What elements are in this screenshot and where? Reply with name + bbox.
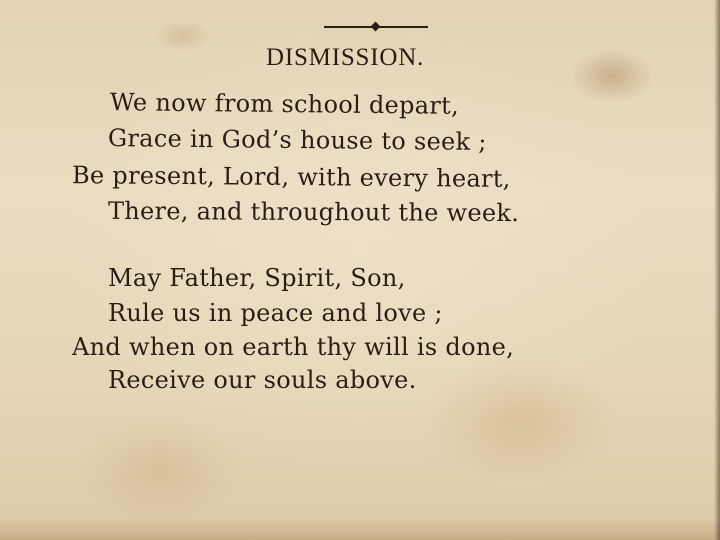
- stanza-2-line-3: And when on earth thy will is done,: [72, 333, 515, 361]
- stanza-2-line-4: Receive our souls above.: [108, 366, 417, 394]
- stanza-2-line-2: Rule us in peace and love ;: [108, 299, 443, 327]
- stanza-1-line-3: Be present, Lord, with every heart,: [71, 161, 511, 193]
- diamond-ornament-icon: [371, 22, 381, 32]
- ornamental-rule: [324, 22, 428, 32]
- stanza-1-line-1: We now from school depart,: [109, 88, 460, 120]
- page-edge-shadow: [714, 0, 720, 540]
- stanza-1-line-4: There, and throughout the week.: [107, 196, 520, 228]
- stanza-2-line-1: May Father, Spirit, Son,: [108, 264, 406, 292]
- hymn-title: DISMISSION.: [266, 44, 425, 71]
- stanza-1-line-2: Grace in God’s house to seek ;: [107, 124, 487, 156]
- page-bottom-shadow: [0, 518, 720, 540]
